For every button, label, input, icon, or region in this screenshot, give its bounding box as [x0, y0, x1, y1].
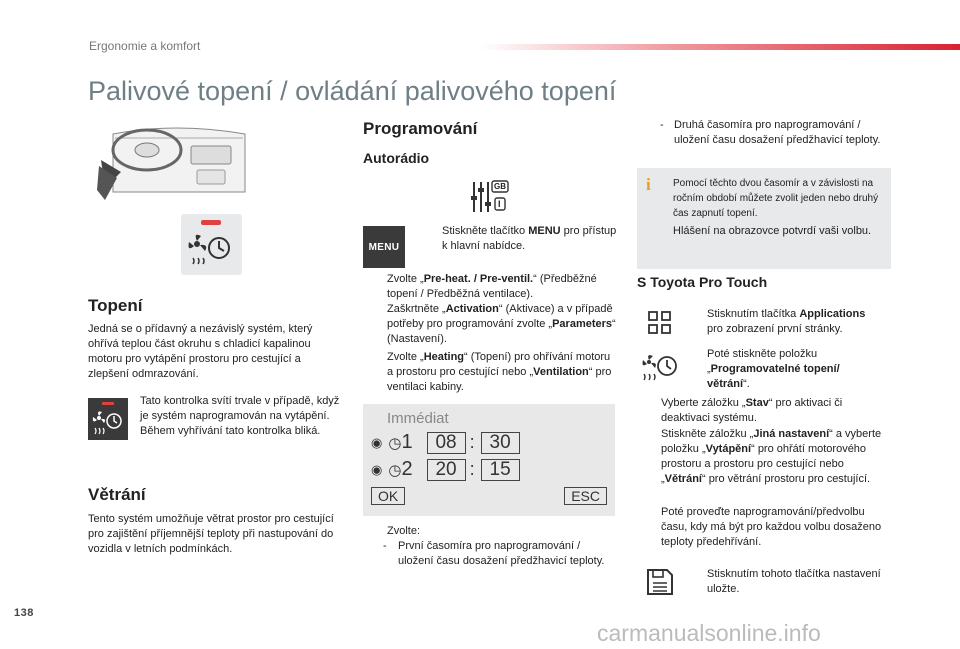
- dash: -: [383, 540, 387, 552]
- timer-2-hours: 20: [427, 459, 466, 481]
- heater-program-icon: [640, 349, 680, 385]
- ventilation-description: Tento systém umožňuje větrat prostor pro cestující pro zajištění příjemnější teploty při nastupování do vozidla v letních podmínkách.: [88, 513, 334, 555]
- timer-1-hours: 08: [427, 432, 466, 454]
- timer-2-minutes: 15: [481, 459, 520, 481]
- toyota-pro-touch-heading: S Toyota Pro Touch: [637, 274, 768, 290]
- step-select-timer: Zvolte:: [387, 525, 421, 537]
- timer-1-description: [383, 539, 613, 569]
- timer-2-label: 2: [401, 458, 413, 480]
- timer-2-colon: :: [469, 459, 475, 479]
- step-select-preheat: Zvolte „Pre-heat. / Pre-ventil.“ (Předběžné topení / Předběžná ventilace).: [387, 273, 597, 300]
- clock-icon: [209, 238, 229, 258]
- heater-button-illustration: [181, 214, 242, 275]
- step-select-programmable-heating: Poté stiskněte položku „Programovatelné topení/ větrání“.: [707, 348, 840, 390]
- gb-key-label: GB: [494, 182, 506, 191]
- dash: -: [660, 119, 664, 131]
- radio-selected-icon: ◉: [371, 461, 383, 477]
- heater-lamp-icon: [88, 398, 128, 440]
- timer-row-1: [371, 431, 607, 454]
- lamp-description: [140, 394, 340, 439]
- ok-button: OK: [371, 487, 405, 505]
- radio-selected-icon: ◉: [371, 434, 383, 450]
- timer-screen-illustration: [363, 404, 615, 516]
- heating-description: Jedná se o přídavný a nezávislý systém, který ohřívá teplou část okruhu s chladicí kapalinou motoru pro vytápění prostoru pro cestující a zlepšení odmrazování.: [88, 323, 313, 380]
- clock-icon: ◷: [388, 461, 402, 479]
- screen-title: Immédiat: [387, 410, 449, 427]
- step-press-applications: Stisknutím tlačítka Applications pro zobrazení první stránky.: [707, 308, 866, 335]
- lamp-text-blinking: Během vyhřívání tato kontrolka bliká.: [140, 425, 321, 437]
- lamp-text-steady: Tato kontrolka svítí trvale v případě, když je systém naprogramován na vytápění.: [140, 395, 340, 422]
- info-box: [637, 168, 891, 269]
- ventilation-heading: Větrání: [88, 485, 146, 504]
- timer-2-description: [660, 118, 890, 148]
- step-select-heating: Zvolte „Heating“ (Topení) pro ohřívání motoru a prostoru pro cestující nebo „Ventilation“ pro ventilaci kabiny.: [387, 351, 612, 393]
- timer-row-2: [371, 458, 607, 481]
- header-rule: [480, 44, 960, 50]
- step-select-status-tab: Vyberte záložku „Stav“ pro aktivaci či deaktivaci systému.: [661, 397, 843, 424]
- programming-heading: Programování: [363, 119, 478, 138]
- clock-icon: ◷: [388, 434, 402, 452]
- step-press-menu: Stiskněte tlačítko MENU pro přístup k hlavní nabídce.: [442, 225, 617, 252]
- menu-button-icon: MENU: [363, 226, 405, 268]
- timer-1-text: První časomíra pro naprogramování / uložení času dosažení předžhavicí teploty.: [398, 540, 605, 567]
- save-icon: [645, 567, 675, 597]
- equalizer-gb-icon: [470, 178, 510, 216]
- esc-button: ESC: [564, 487, 607, 505]
- section-header: Ergonomie a komfort: [89, 39, 201, 53]
- info-text: Pomocí těchto dvou časomír a v závislosti na ročním období můžete zvolit jeden nebo druhý čas zapnutí topení.: [673, 178, 879, 219]
- dashboard-illustration: [95, 120, 255, 207]
- step-check-activation: Zaškrtněte „Activation“ (Aktivace) a v případě potřeby pro programování zvolte „Parameters“ (Nastavení).: [387, 303, 616, 345]
- step-save: Stisknutím tohoto tlačítka nastavení uložte.: [707, 568, 881, 595]
- i-key-label: I: [498, 199, 501, 209]
- watermark: carmanualsonline.info: [597, 620, 821, 646]
- info-icon: i: [646, 175, 651, 194]
- page-title: Palivové topení / ovládání palivového topení: [88, 76, 617, 106]
- heating-heading: Topení: [88, 296, 143, 315]
- applications-grid-icon: [647, 310, 673, 336]
- timer-2-text: Druhá časomíra pro naprogramování / uložení času dosažení předžhavicí teploty.: [674, 119, 881, 146]
- autoradio-heading: Autorádio: [363, 150, 430, 166]
- step-set-time: Poté proveďte naprogramování/předvolbu času, kdy má být pro každou volbu dosaženo teploty předehřívání.: [661, 506, 882, 548]
- step-other-settings: Stiskněte záložku „Jiná nastavení“ a vyberte položku „Vytápění“ pro ohřátí motorového prostoru a prostoru pro cestující nebo „Větrání“ pro větrání prostoru pro cestující.: [661, 428, 882, 485]
- timer-1-colon: :: [469, 432, 475, 452]
- page-number: 138: [14, 607, 34, 619]
- timer-1-minutes: 30: [481, 432, 520, 454]
- timer-1-label: 1: [401, 431, 413, 453]
- info-confirm-text: Hlášení na obrazovce potvrdí vaši volbu.: [673, 225, 872, 237]
- fan-icon: [189, 235, 207, 251]
